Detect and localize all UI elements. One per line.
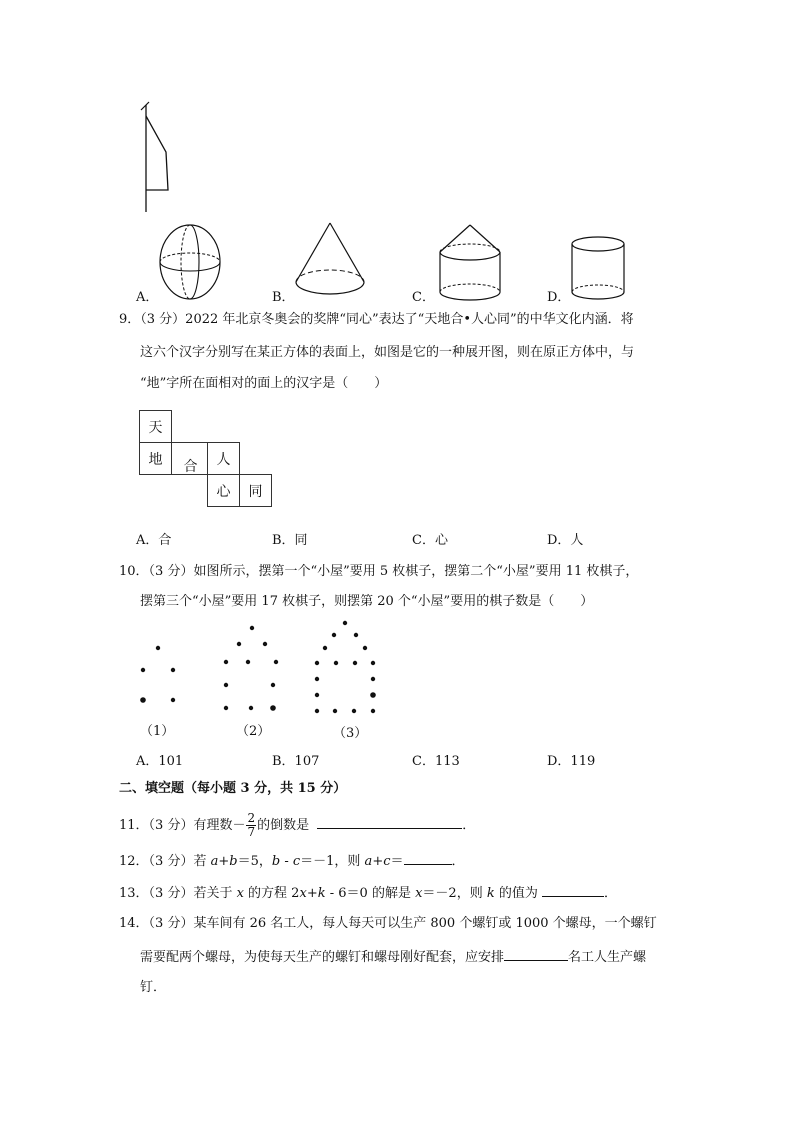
q13-var-k: k bbox=[317, 886, 326, 901]
q13-mid4: ＝－2，则 bbox=[422, 886, 487, 901]
q10-option-c: C．113 bbox=[412, 754, 460, 769]
q12-eq2: ＝－1，则 bbox=[300, 854, 365, 869]
q11-answer-blank[interactable] bbox=[317, 814, 462, 829]
net-line-top bbox=[171, 442, 208, 443]
q14-answer-blank[interactable] bbox=[504, 946, 568, 961]
q14-text-line-2 bbox=[140, 946, 646, 968]
q12-var-a2: a bbox=[364, 854, 373, 869]
q9-option-a: A．合 bbox=[136, 533, 172, 548]
q11-suffix: 的倒数是 bbox=[257, 818, 310, 833]
net-cell-ren: 人 bbox=[207, 442, 240, 475]
net-cell-tian: 天 bbox=[139, 410, 172, 443]
q13-mid1: 的方程 2 bbox=[243, 886, 300, 901]
q12-eq1: ＝5， bbox=[237, 854, 272, 869]
q13-var-k2: k bbox=[486, 886, 495, 901]
cylinder-figure bbox=[568, 234, 628, 304]
q10-text-line-2: 摆第三个“小屋”要用 17 枚棋子，则摆第 20 个“小屋”要用的棋子数是（ ） bbox=[140, 594, 594, 609]
q14-line2-after-blank: 名工人生产螺 bbox=[568, 950, 647, 965]
q12-eq3: ＝ bbox=[390, 854, 404, 869]
q10-text-line-1: 10．（3 分）如图所示，摆第一个“小屋”要用 5 枚棋子，摆第二个“小屋”要用 11 枚棋子， bbox=[119, 564, 639, 579]
house-1-dots bbox=[140, 646, 175, 703]
q11-end: ． bbox=[462, 818, 476, 833]
q14-text-line-3: 钉． bbox=[140, 980, 167, 995]
q10-option-d: D．119 bbox=[547, 754, 596, 769]
q10-option-b: B．107 bbox=[272, 754, 320, 769]
house-3-dots bbox=[315, 621, 376, 713]
q14-line2-before-blank: 需要配两个螺母，为使每天生产的螺钉和螺母刚好配套，应安排 bbox=[140, 950, 505, 965]
cone-figure bbox=[290, 220, 370, 302]
net-line-bottom bbox=[171, 474, 208, 475]
q12-minus: - bbox=[280, 854, 293, 869]
q12-answer-blank[interactable] bbox=[404, 850, 452, 865]
q13-var-x: x bbox=[236, 886, 244, 901]
q12-var-b2: b bbox=[271, 854, 281, 869]
q13-prefix: 13．（3 分）若关于 bbox=[119, 886, 237, 901]
section-2-title: 二、填空题（每小题 3 分，共 15 分） bbox=[119, 781, 347, 796]
q13-mid5: 的值为 bbox=[494, 886, 542, 901]
house-2-label: （2） bbox=[236, 724, 271, 739]
q12-plus: + bbox=[218, 854, 230, 869]
q9-option-c: C．心 bbox=[412, 533, 448, 548]
net-cell-tong: 同 bbox=[239, 474, 272, 507]
net-cell-xin: 心 bbox=[207, 474, 240, 507]
net-cell-di: 地 bbox=[139, 442, 172, 475]
cone-on-cylinder-figure bbox=[434, 222, 506, 304]
q13-answer-blank[interactable] bbox=[542, 882, 604, 897]
q12-prefix: 12．（3 分）若 bbox=[119, 854, 211, 869]
q12-plus2: + bbox=[372, 854, 384, 869]
q12-var-b: b bbox=[229, 854, 238, 869]
q9-text-line-2: 这六个汉字分别写在某正方体的表面上，如图是它的一种展开图，则在原正方体中，与 bbox=[140, 345, 635, 360]
q8-option-a-label: A． bbox=[136, 290, 159, 305]
q12-var-c: c bbox=[292, 854, 301, 869]
q11-denominator: 7 bbox=[247, 825, 256, 839]
q8-option-d-label: D． bbox=[547, 290, 571, 305]
house-2-dots bbox=[224, 626, 278, 711]
q12-text bbox=[119, 850, 465, 872]
q11-fraction bbox=[246, 812, 256, 839]
house-3-label: （3） bbox=[333, 726, 368, 741]
q13-end: ． bbox=[603, 886, 617, 901]
q9-option-b: B．同 bbox=[272, 533, 308, 548]
q8-option-b-label: B． bbox=[272, 290, 295, 305]
q14-text-line-1: 14．（3 分）某车间有 26 名工人，每人每天可以生产 800 个螺钉或 1000 个螺母，一个螺钉 bbox=[119, 916, 657, 931]
q11-prefix: 11．（3 分）有理数－ bbox=[119, 818, 246, 833]
q12-end: ． bbox=[451, 854, 465, 869]
q12-var-a: a bbox=[210, 854, 219, 869]
q13-mid3: - 6＝0 的解是 bbox=[325, 886, 416, 901]
q13-var-x2: x bbox=[299, 886, 307, 901]
net-cell-he: 合 bbox=[183, 458, 198, 475]
q13-plus: + bbox=[306, 886, 318, 901]
house-1-label: （1） bbox=[140, 724, 175, 739]
q12-var-c2: c bbox=[383, 854, 391, 869]
q11-numerator: 2 bbox=[247, 811, 256, 825]
sphere-figure bbox=[158, 222, 222, 302]
cube-net bbox=[139, 410, 279, 515]
q13-text bbox=[119, 882, 617, 904]
q9-text-line-3: “地”字所在面相对的面上的汉字是（ ） bbox=[140, 376, 388, 391]
q10-option-a: A．101 bbox=[136, 754, 184, 769]
q9-option-d: D．人 bbox=[547, 533, 584, 548]
q13-var-x3: x bbox=[415, 886, 423, 901]
rotation-figure bbox=[135, 100, 185, 215]
q9-text-line-1: 9．（3 分）2022 年北京冬奥会的奖牌“同心”表达了“天地合•人心同”的中华文化内涵．将 bbox=[119, 312, 634, 327]
q8-option-c-label: C． bbox=[412, 290, 435, 305]
q11-text bbox=[119, 812, 475, 839]
